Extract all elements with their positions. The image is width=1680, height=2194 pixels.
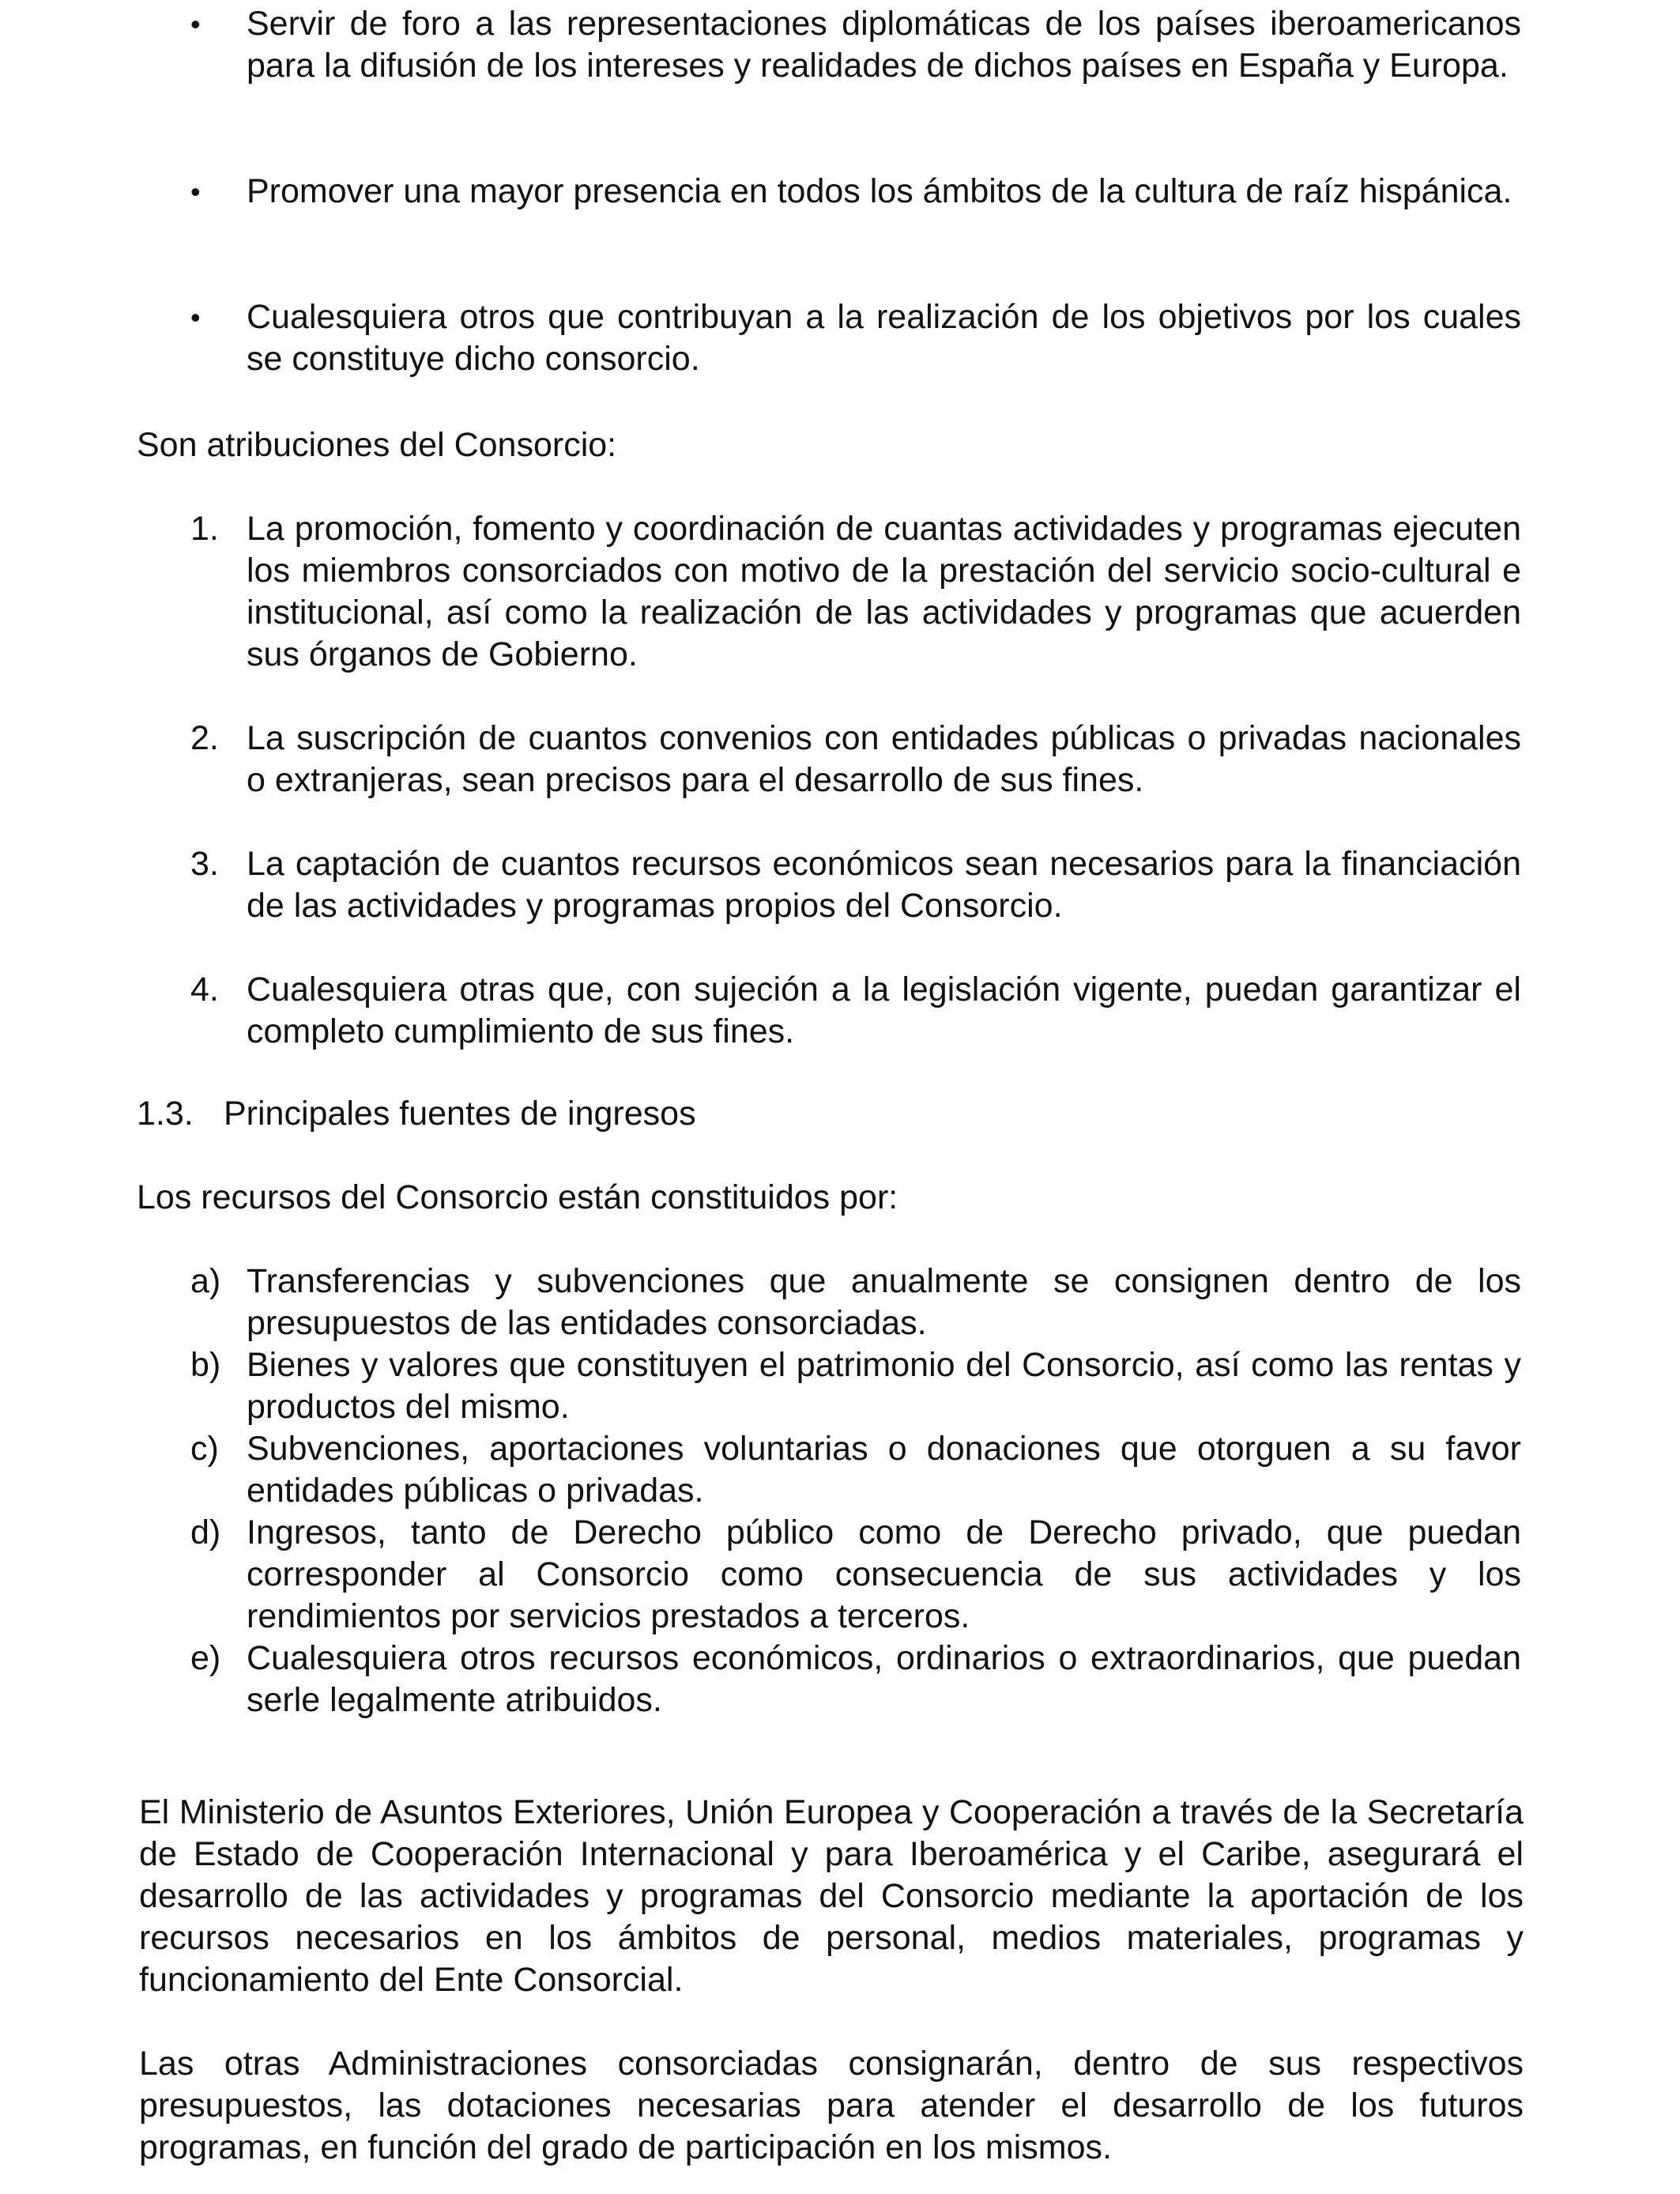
paragraph-ministerio: El Ministerio de Asuntos Exteriores, Unión Europea y Cooperación a través de la Secretaría de Estado de Cooperación Internacional y para Iberoamérica y el Caribe, asegurará el desarrollo de las actividades y programas del Consorcio mediante la aportación de los recursos necesarios en los ámbitos de personal, medios materiales, programas y funcionamiento del Ente Consorcial. (139, 1793, 1524, 1999)
list-item (137, 718, 1521, 801)
list-item (137, 1638, 1521, 1721)
list-letter: b) (190, 1346, 221, 1384)
list-letter: d) (190, 1514, 221, 1551)
list-item-text: Cualesquiera otras que, con sujeción a la legislación vigente, puedan garantizar el completo cumplimiento de sus fines. (247, 971, 1521, 1050)
list-item (137, 843, 1521, 927)
list-item-text: La captación de cuantos recursos económicos sean necesarios para la financiación de las actividades y programas propios del Consorcio. (247, 845, 1521, 925)
list-number: 3. (190, 845, 219, 883)
atribuciones-list (137, 508, 1521, 1050)
list-item-text: Subvenciones, aportaciones voluntarias o donaciones que otorguen a su favor entidades públicas o privadas. (247, 1430, 1521, 1510)
list-number: 1. (190, 510, 219, 548)
list-item (137, 969, 1521, 1053)
bullet-icon: • (190, 301, 201, 334)
section-number: 1.3. (137, 1095, 194, 1133)
bullet-text: Cualesquiera otros que contribuyan a la realización de los objetivos por los cuales se constituye dicho consorcio. (247, 298, 1521, 378)
list-item-text: Ingresos, tanto de Derecho público como de Derecho privado, que puedan corresponder al Consorcio como consecuencia de sus actividades y los rendimientos por servicios prestados a terceros. (247, 1514, 1521, 1635)
bullet-list (137, 3, 1521, 390)
bullet-text: Servir de foro a las representaciones diplomáticas de los países iberoamericanos para la difusión de los intereses y realidades de dichos países en España y Europa. (247, 5, 1521, 85)
recursos-list (137, 1261, 1521, 1727)
list-item (137, 3, 1521, 87)
list-item (137, 1344, 1521, 1428)
list-item (137, 171, 1521, 213)
bullet-icon: • (190, 175, 201, 208)
list-item (137, 508, 1521, 676)
list-letter: c) (190, 1430, 219, 1468)
list-item (137, 1512, 1521, 1638)
bullet-text: Promover una mayor presencia en todos los ámbitos de la cultura de raíz hispánica. (247, 172, 1512, 210)
section-heading (137, 1093, 696, 1135)
atribuciones-intro: Son atribuciones del Consorcio: (137, 426, 617, 464)
list-item-text: Cualesquiera otros recursos económicos, ordinarios o extraordinarios, que puedan serle legalmente atribuidos. (247, 1639, 1521, 1719)
list-number: 2. (190, 719, 219, 757)
recursos-intro: Los recursos del Consorcio están constituidos por: (137, 1178, 898, 1216)
list-item (137, 1428, 1521, 1512)
list-item (137, 296, 1521, 380)
list-number: 4. (190, 971, 219, 1008)
list-letter: a) (190, 1262, 221, 1300)
list-item (137, 1261, 1521, 1344)
list-item-text: La suscripción de cuantos convenios con entidades públicas o privadas nacionales o extranjeras, sean precisos para el desarrollo de sus fines. (247, 719, 1521, 799)
section-title: Principales fuentes de ingresos (224, 1095, 696, 1133)
paragraph-administraciones: Las otras Administraciones consorciadas consignarán, dentro de sus respectivos presupuestos, las dotaciones necesarias para atender el desarrollo de los futuros programas, en función del grado de participación en los mismos. (139, 2045, 1524, 2166)
bullet-icon: • (190, 8, 201, 40)
list-item-text: Bienes y valores que constituyen el patrimonio del Consorcio, así como las rentas y productos del mismo. (247, 1346, 1521, 1426)
list-item-text: La promoción, fomento y coordinación de cuantas actividades y programas ejecuten los miembros consorciados con motivo de la prestación del servicio socio-cultural e institucional, así como la realización de las actividades y programas que acuerden sus órganos de Gobierno. (247, 510, 1521, 673)
list-letter: e) (190, 1639, 221, 1677)
list-item-text: Transferencias y subvenciones que anualmente se consignen dentro de los presupuestos de las entidades consorciadas. (247, 1262, 1521, 1342)
